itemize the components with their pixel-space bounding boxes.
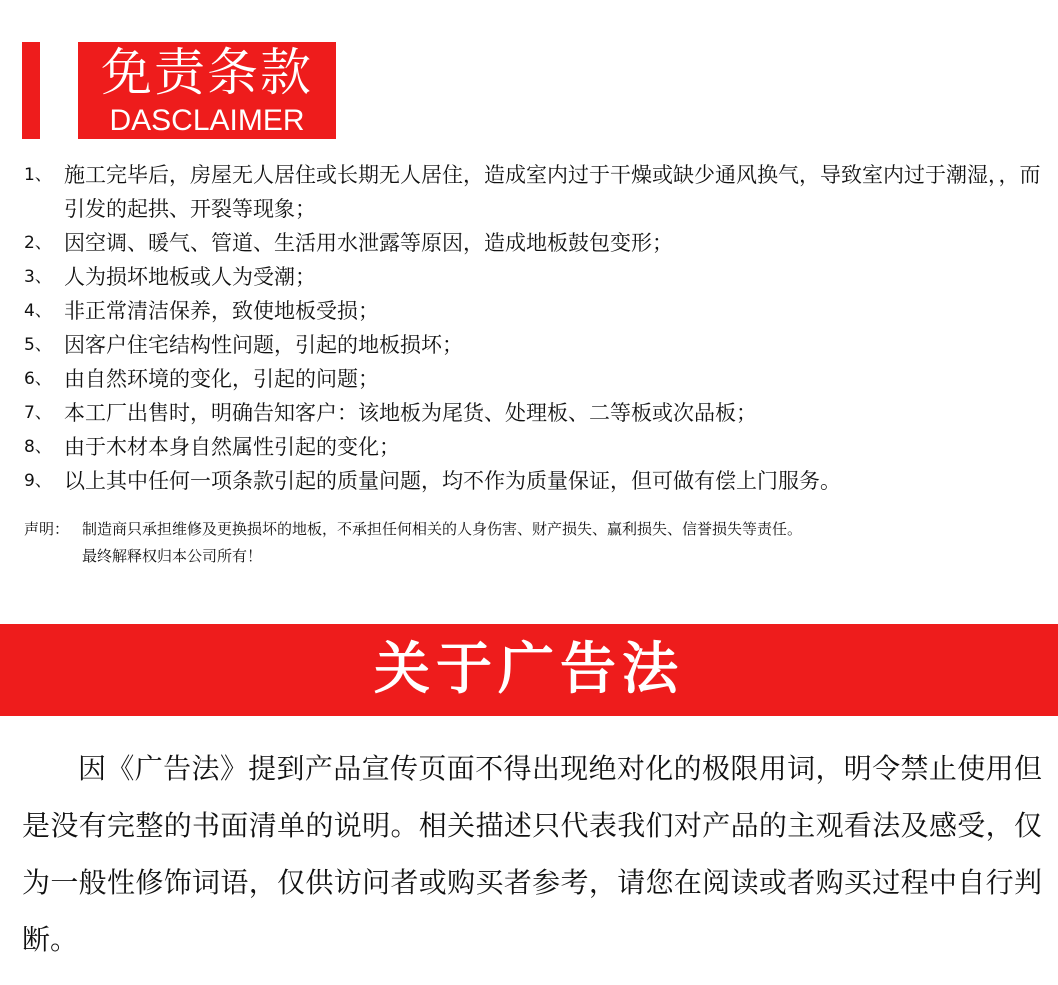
clause-text: 由于木材本身自然属性引起的变化； bbox=[64, 435, 400, 459]
clause-number: 1、 bbox=[24, 165, 52, 185]
clause-text: 由自然环境的变化，引起的问题； bbox=[64, 367, 379, 391]
clause-item bbox=[24, 362, 1054, 396]
clause-number: 7、 bbox=[24, 403, 52, 423]
statement-label: 声明： bbox=[24, 520, 70, 538]
clause-item bbox=[24, 226, 1054, 260]
clause-item bbox=[24, 396, 1054, 430]
clause-number: 3、 bbox=[24, 267, 52, 287]
clause-item bbox=[24, 328, 1054, 362]
clause-item bbox=[24, 430, 1054, 464]
clause-number: 9、 bbox=[24, 471, 52, 491]
disclaimer-title-block bbox=[78, 42, 336, 139]
statement-line-1: 制造商只承担维修及更换损坏的地板，不承担任何相关的人身伤害、财产损失、赢利损失、信誉损失等责任。 bbox=[82, 520, 803, 538]
clause-number: 8、 bbox=[24, 437, 52, 457]
statement-line-2: 最终解释权归本公司所有！ bbox=[82, 547, 263, 565]
clause-number: 4、 bbox=[24, 301, 52, 321]
disclaimer-title-en: DASCLAIMER bbox=[109, 104, 305, 137]
clause-text: 因空调、暖气、管道、生活用水泄露等原因，造成地板鼓包变形； bbox=[64, 231, 673, 255]
disclaimer-title-cn: 免责条款 bbox=[100, 44, 313, 103]
clause-number: 5、 bbox=[24, 335, 52, 355]
ad-law-banner bbox=[0, 624, 1058, 716]
ad-law-body: 因《广告法》提到产品宣传页面不得出现绝对化的极限用词，明令禁止使用但是没有完整的书面清单的说明。相关描述只代表我们对产品的主观看法及感受，仅为一般性修饰词语，仅供访问者或购买者参考，请您在阅读或者购买过程中自行判断。 bbox=[22, 752, 1042, 956]
clause-list bbox=[24, 158, 1054, 498]
clause-item bbox=[24, 464, 1054, 498]
clause-text: 因客户住宅结构性问题，引起的地板损坏； bbox=[64, 333, 463, 357]
clause-text: 非正常清洁保养，致使地板受损； bbox=[64, 299, 379, 323]
clause-item bbox=[24, 294, 1054, 328]
clause-number: 6、 bbox=[24, 369, 52, 389]
clause-text: 施工完毕后，房屋无人居住或长期无人居住，造成室内过于干燥或缺少通风换气，导致室内过于潮湿，，而引发的起拱、开裂等现象； bbox=[64, 163, 1041, 221]
clause-text: 人为损坏地板或人为受潮； bbox=[64, 265, 316, 289]
clause-text: 本工厂出售时，明确告知客户：该地板为尾货、处理板、二等板或次品板； bbox=[64, 401, 757, 425]
ad-law-title: 关于广告法 bbox=[374, 637, 684, 702]
clause-number: 2、 bbox=[24, 233, 52, 253]
clause-text: 以上其中任何一项条款引起的质量问题，均不作为质量保证，但可做有偿上门服务。 bbox=[64, 469, 841, 493]
clause-item bbox=[24, 260, 1054, 294]
accent-bar bbox=[22, 42, 40, 139]
clause-item bbox=[24, 158, 1054, 226]
